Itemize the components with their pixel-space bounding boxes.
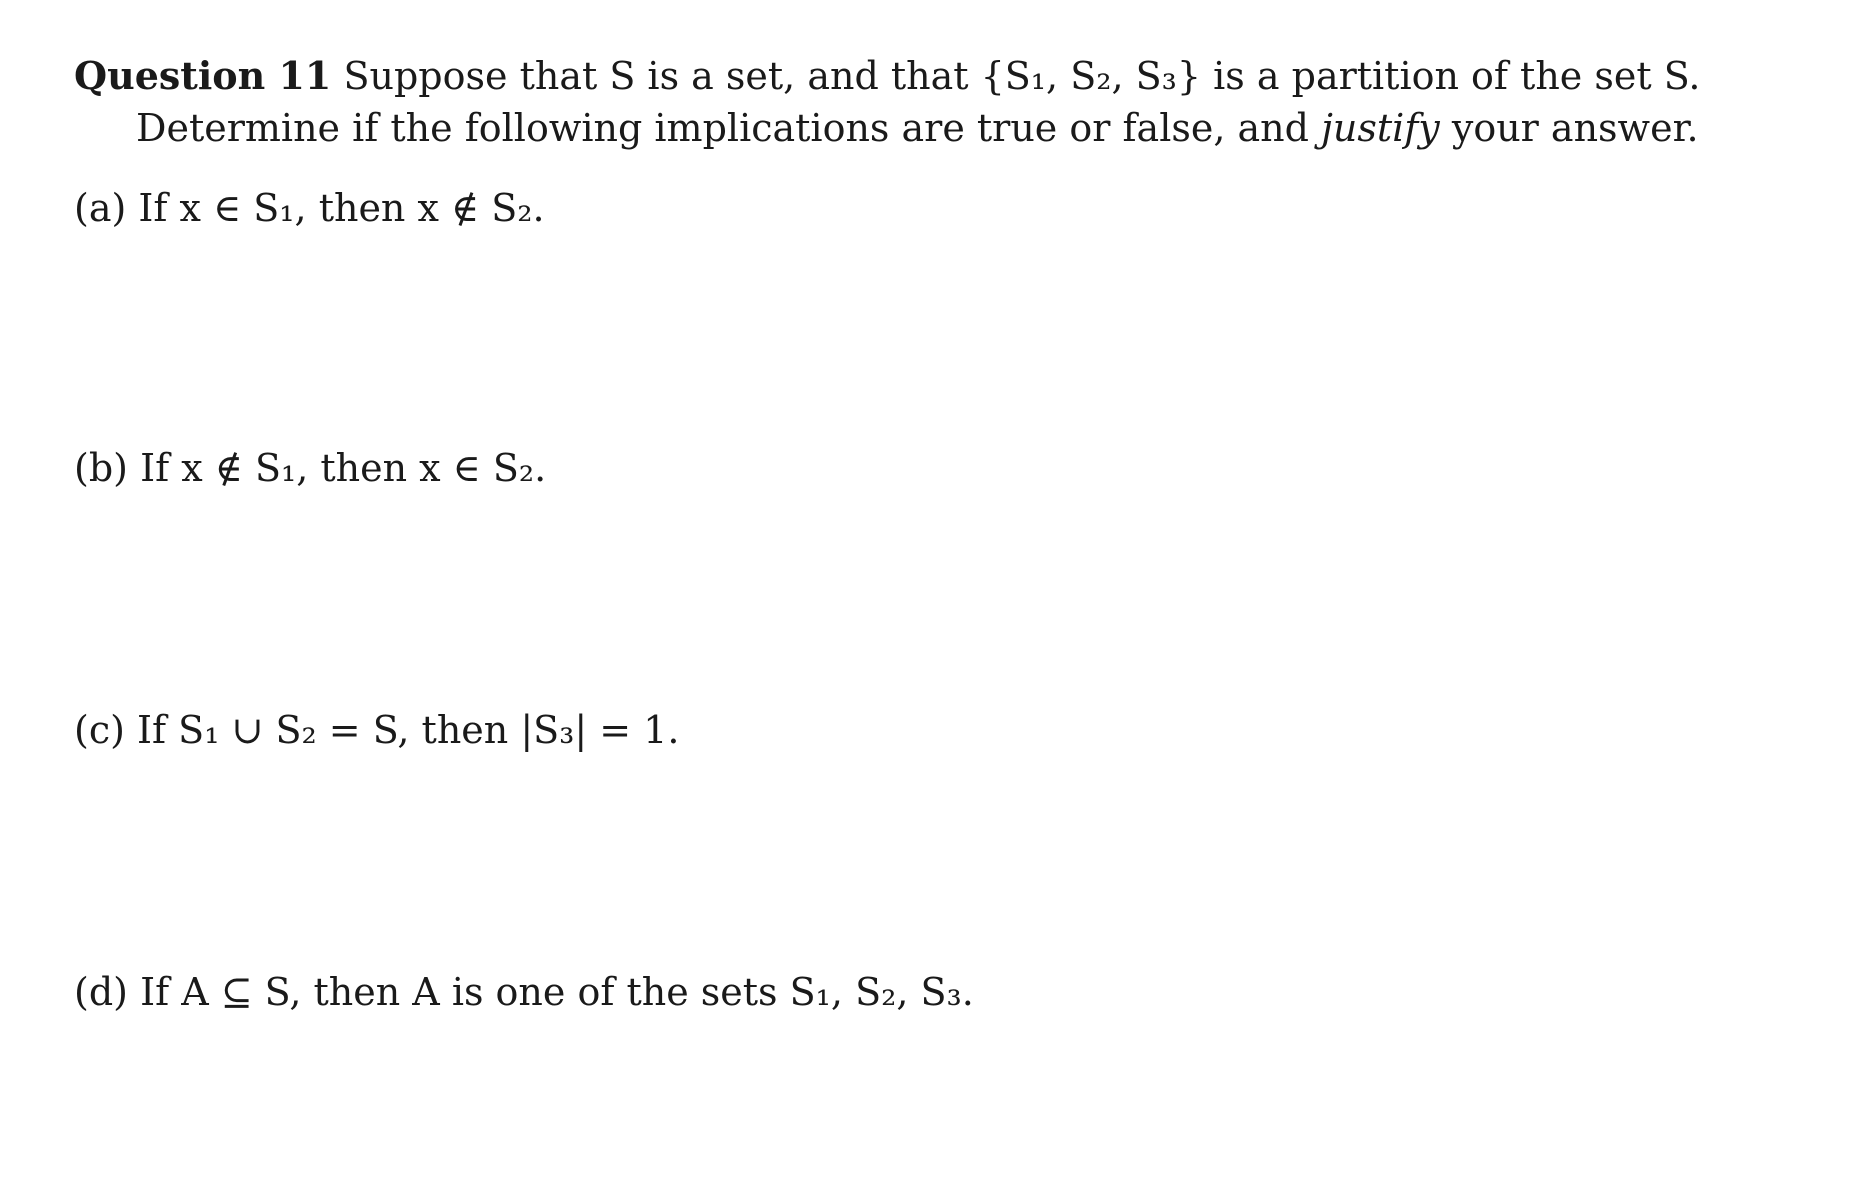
part-b-label: (b) <box>74 446 128 490</box>
part-c <box>74 706 679 754</box>
part-d <box>74 968 974 1016</box>
part-d-text: If A ⊆ S, then A is one of the sets S₁, S₂, S₃. <box>140 970 974 1014</box>
part-c-text: If S₁ ∪ S₂ = S, then |S₃| = 1. <box>137 708 680 752</box>
part-a <box>74 184 545 232</box>
question-label: Question 11 <box>74 53 332 98</box>
part-d-label: (d) <box>74 970 128 1014</box>
instruction-emphasis: justify <box>1321 106 1440 150</box>
instruction-text-post: your answer. <box>1439 106 1699 150</box>
question-statement-line-2 <box>136 104 1699 152</box>
part-a-label: (a) <box>74 186 127 230</box>
part-a-text: If x ∈ S₁, then x ∉ S₂. <box>138 186 545 230</box>
part-b-text: If x ∉ S₁, then x ∈ S₂. <box>140 446 547 490</box>
instruction-text-pre: Determine if the following implications are true or false, and <box>136 106 1322 150</box>
question-statement: Suppose that S is a set, and that {S₁, S₂, S₃} is a partition of the set S. <box>343 54 1701 98</box>
part-c-label: (c) <box>74 708 125 752</box>
question-statement-line-1 <box>74 52 1700 100</box>
part-b <box>74 444 546 492</box>
